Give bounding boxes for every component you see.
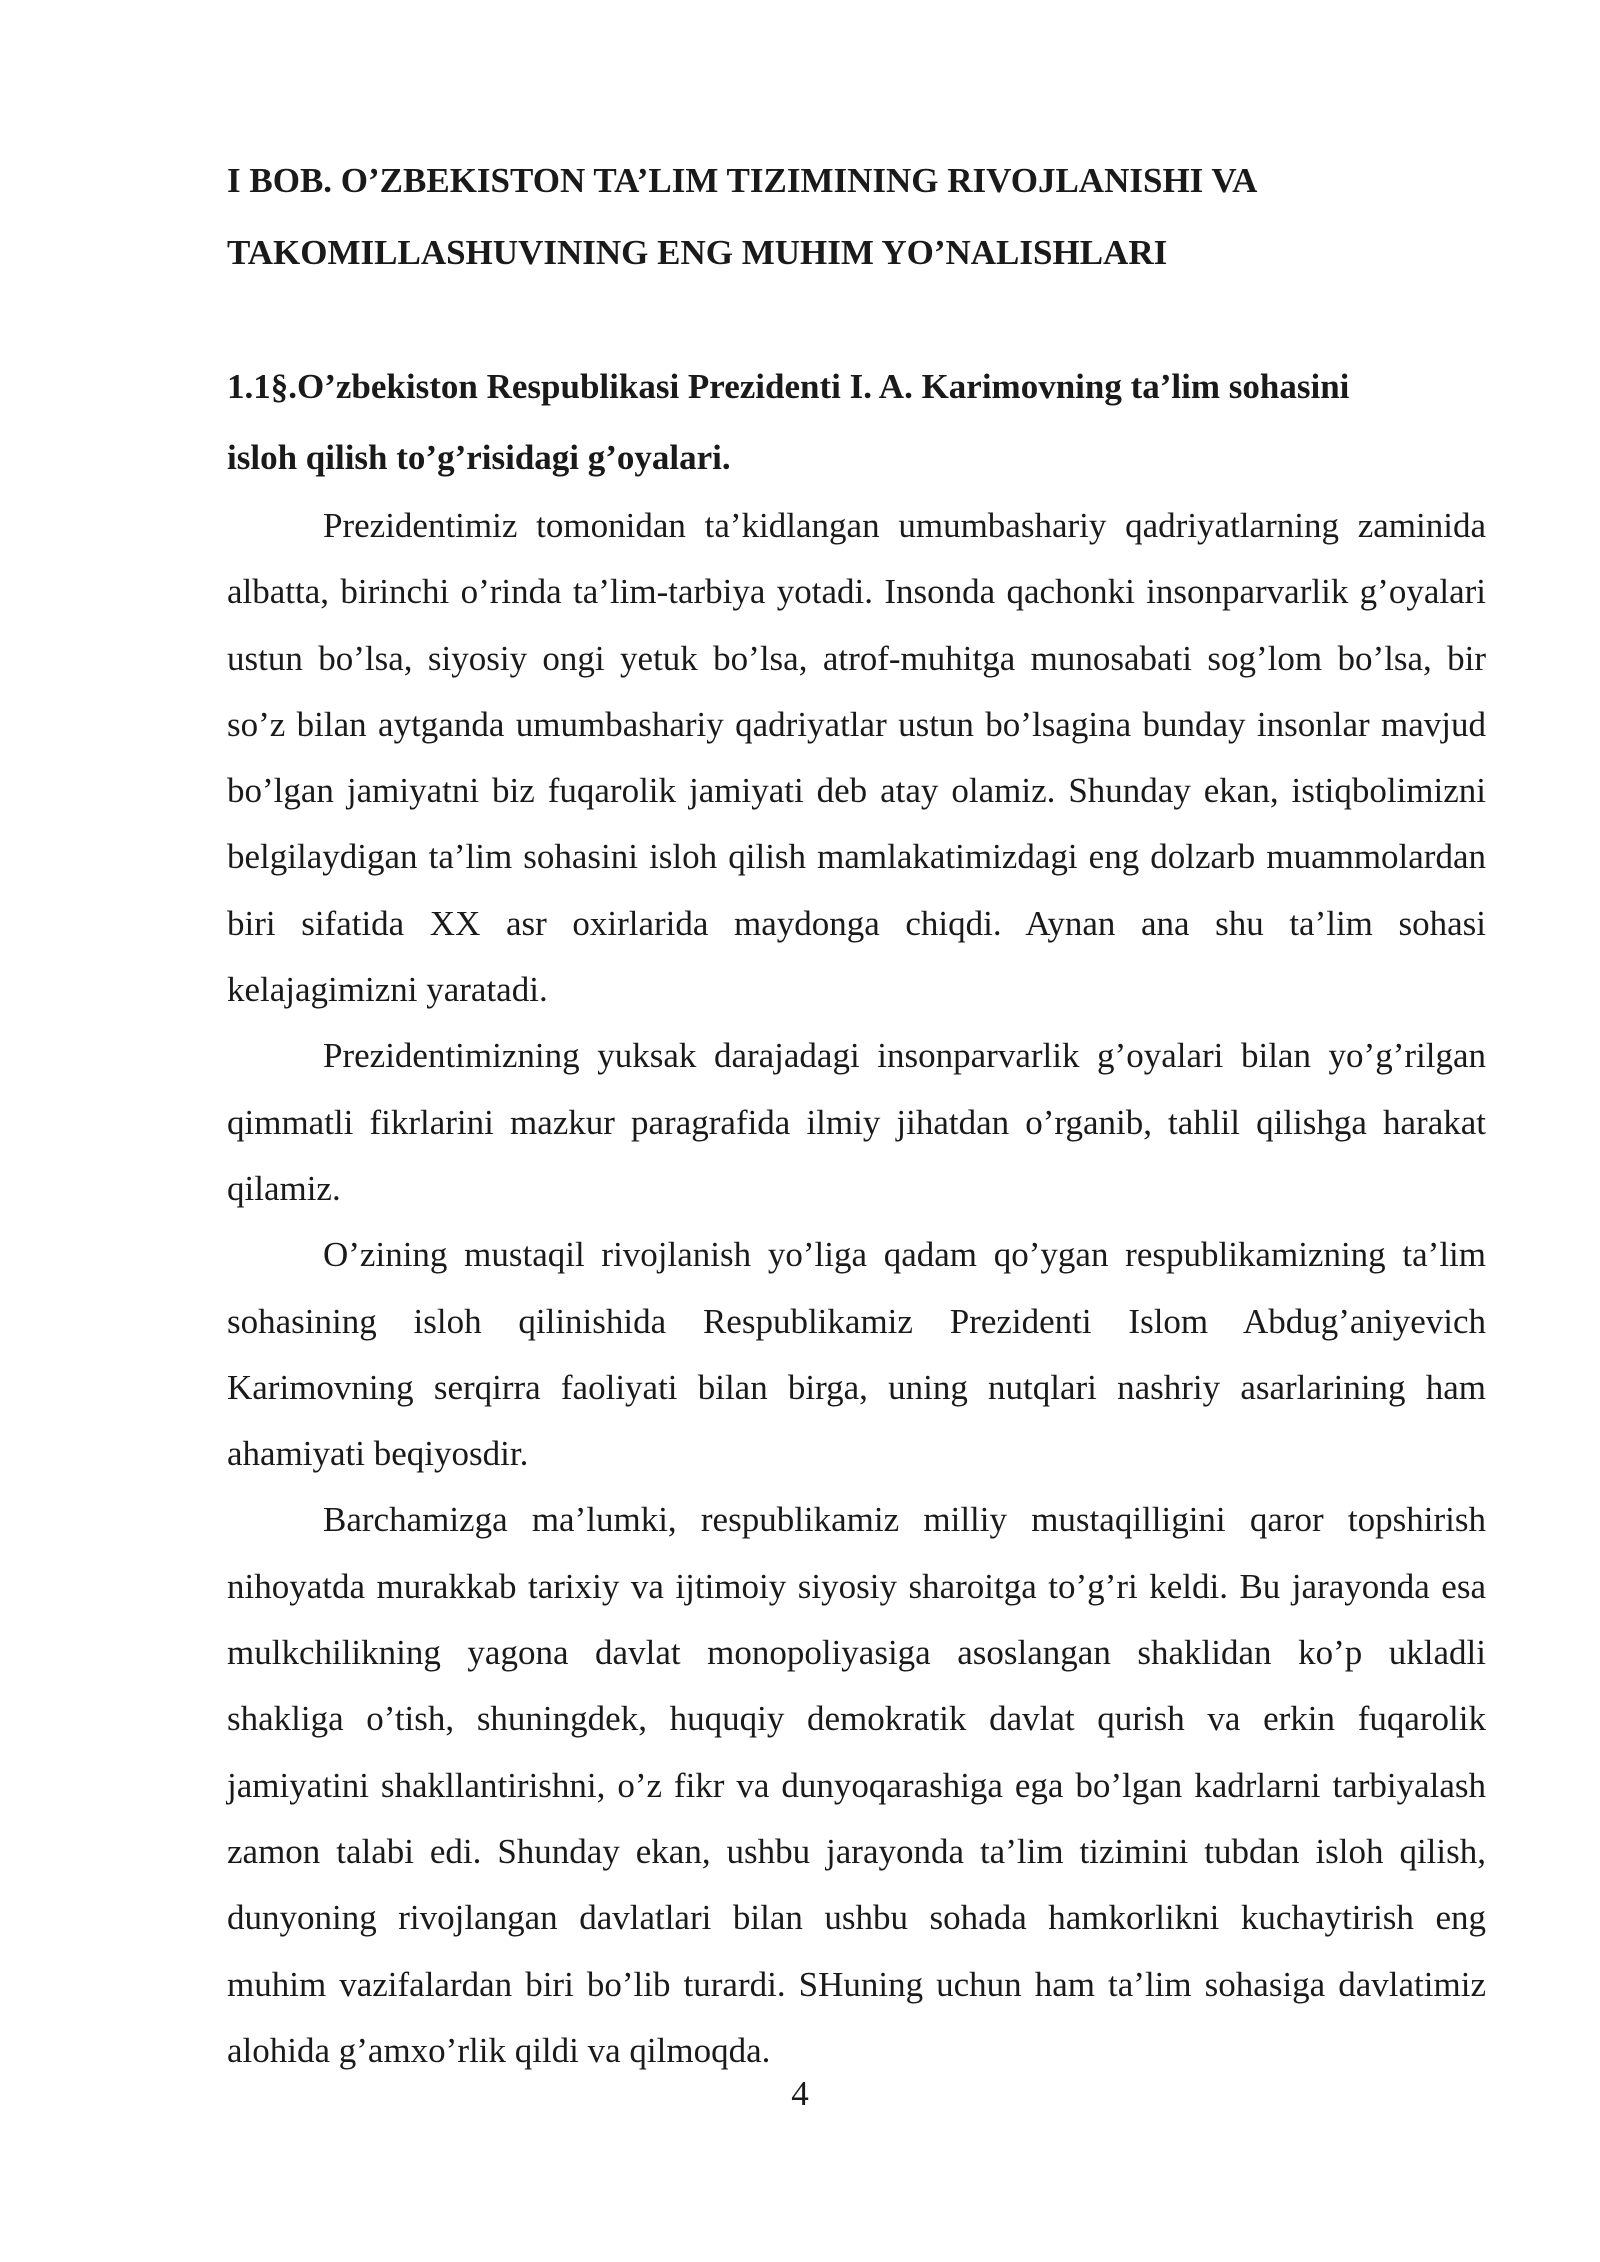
section-title-line-1: 1.1§.O’zbekiston Respublikasi Prezidenti I. A. Karimovning ta’lim sohasini (227, 367, 1350, 406)
body-paragraph: Prezidentimizning yuksak darajadagi insonparvarlik g’oyalari bilan yo’g’rilgan qimmatli fikrlarini mazkur paragrafida ilmiy jihatdan o’rganib, tahlil qilishga harakat qilamiz. (227, 1036, 1486, 1208)
page-content (227, 145, 1486, 2084)
section-title-line-2: isloh qilish to’g’risidagi g’oyalari. (227, 438, 731, 477)
chapter-title-line-1: I BOB. O’ZBEKISTON TA’LIM TIZIMINING RIVOJLANISHI VA (227, 161, 1258, 200)
body-paragraph: O’zining mustaqil rivojlanish yo’liga qadam qo’ygan respublikamizning ta’lim sohasining isloh qilinishida Respublikamiz Prezidenti Islom Abdug’aniyevich Karimovning serqirra faoliyati bilan birga, uning nutqlari nashriy asarlarining ham ahamiyati beqiyosdir. (227, 1235, 1486, 1474)
section-title (227, 351, 1486, 493)
page-number: 4 (791, 2074, 809, 2113)
body-paragraph: Barchamizga ma’lumki, respublikamiz milliy mustaqilligini qaror topshirish nihoyatda murakkab tarixiy va ijtimoiy siyosiy sharoitga to’g’ri keldi. Bu jarayonda esa mulkchilikning yagona davlat monopoliyasiga asoslangan shaklidan ko’p ukladli shakliga o’tish, shuningdek, huquqiy demokratik davlat qurish va erkin fuqarolik jamiyatini shakllantirishni, o’z fikr va dunyoqarashiga ega bo’lgan kadrlarni tarbiyalash zamon talabi edi. Shunday ekan, ushbu jarayonda ta’lim tizimini tubdan isloh qilish, dunyoning rivojlangan davlatlari bilan ushbu sohada hamkorlikni kuchaytirish eng muhim vazifalardan biri bo’lib turardi. SHuning uchun ham ta’lim sohasiga davlatimiz alohida g’amxo’rlik qildi va qilmoqda. (227, 1500, 1486, 2070)
chapter-title-line-2: TAKOMILLASHUVINING ENG MUHIM YO’NALISHLARI (227, 233, 1168, 272)
body-paragraph: Prezidentimiz tomonidan ta’kidlangan umumbashariy qadriyatlarning zaminida albatta, birinchi o’rinda ta’lim-tarbiya yotadi. Insonda qachonki insonparvarlik g’oyalari ustun bo’lsa, siyosiy ongi yetuk bo’lsa, atrof-muhitga munosabati sog’lom bo’lsa, bir so’z bilan aytganda umumbashariy qadriyatlar ustun bo’lsagina bunday insonlar mavjud bo’lgan jamiyatni biz fuqarolik jamiyati deb atay olamiz. Shunday ekan, istiqbolimizni belgilaydigan ta’lim sohasini isloh qilish mamlakatimizdagi eng dolzarb muammolardan biri sifatida XX asr oxirlarida maydonga chiqdi. Aynan ana shu ta’lim sohasi kelajagimizni yaratadi. (227, 506, 1486, 1010)
chapter-title (227, 145, 1486, 289)
